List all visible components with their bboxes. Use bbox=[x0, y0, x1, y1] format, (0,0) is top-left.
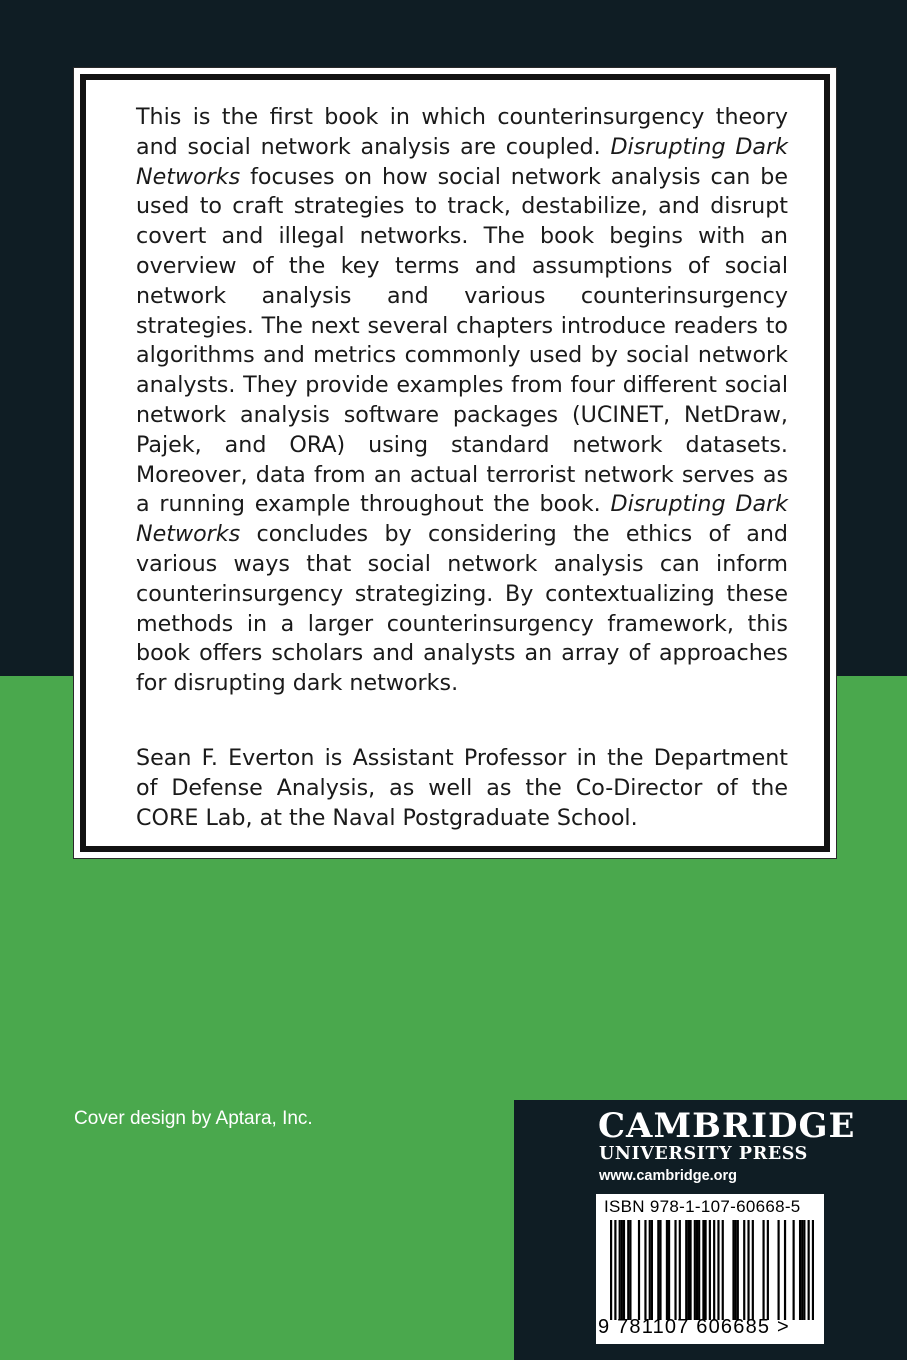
barcode-bar bbox=[762, 1220, 764, 1320]
barcode-bar bbox=[610, 1220, 612, 1320]
book-title-italic: Disrupting Dark Networks bbox=[136, 133, 789, 190]
barcode-bar bbox=[644, 1220, 646, 1320]
barcode-bar bbox=[698, 1220, 700, 1320]
barcode-bar bbox=[668, 1220, 670, 1320]
barcode-icon bbox=[610, 1220, 814, 1320]
publisher-name: CAMBRIDGE bbox=[598, 1106, 856, 1146]
barcode-digits: 9 781107 606685 > bbox=[598, 1316, 790, 1338]
barcode-bar bbox=[747, 1220, 749, 1320]
barcode-bar bbox=[696, 1220, 698, 1320]
publisher-url: www.cambridge.org bbox=[599, 1168, 738, 1184]
barcode-bar bbox=[737, 1220, 739, 1320]
barcode-bar bbox=[685, 1220, 687, 1320]
barcode-bar bbox=[702, 1220, 704, 1320]
barcode-bar bbox=[709, 1220, 711, 1320]
author-bio: Sean F. Everton is Assistant Professor in the Department of Defense Analysis, as well as the Co-Director of the CORE Lab, at the Naval Postgraduate School. bbox=[136, 745, 788, 831]
barcode-bar bbox=[799, 1220, 801, 1320]
barcode-bar bbox=[649, 1220, 651, 1320]
barcode-bar bbox=[808, 1220, 810, 1320]
barcode-bar bbox=[674, 1220, 676, 1320]
publisher-press: UNIVERSITY PRESS bbox=[599, 1144, 808, 1164]
barcode-bar bbox=[812, 1220, 814, 1320]
barcode-bar bbox=[713, 1220, 715, 1320]
barcode-bar bbox=[752, 1220, 754, 1320]
barcode-bar bbox=[666, 1220, 668, 1320]
description-middle: focuses on how social network analysis can be used to craft strategies to track, destabilize, and disrupt covert and illegal networks. The book begins with an overview of the key terms and assumptions of social network analysis and various counterinsurgency strategies. The next several chapters introduce readers to algorithms and metrics commonly used by social network analysts. They provide examples from four different social network analysis software packages (UCINET, NetDraw, Pajek, and ORA) using standard network datasets. Moreover, data from an actual terrorist network serves as a running example throughout the book. bbox=[136, 163, 788, 518]
barcode-bar bbox=[651, 1220, 653, 1320]
description-panel bbox=[74, 68, 836, 858]
barcode-bar bbox=[629, 1220, 631, 1320]
barcode-bar bbox=[689, 1220, 691, 1320]
description-intro: This is the first book in which counterinsurgency theory and social network analysis are coupled. bbox=[136, 104, 788, 160]
barcode-bar bbox=[679, 1220, 681, 1320]
barcode-bar bbox=[687, 1220, 689, 1320]
barcode-bar bbox=[732, 1220, 734, 1320]
barcode-bar bbox=[801, 1220, 803, 1320]
barcode-bar bbox=[638, 1220, 640, 1320]
description-ending: concludes by considering the ethics of and various ways that social network analysis can inform counterinsurgency strategizing. By contextualizing these methods in a larger counterinsurgency framework, this book offers scholars and analysts an array of approaches for disrupting dark networks. bbox=[136, 521, 788, 697]
barcode-box bbox=[596, 1194, 824, 1344]
barcode-bar bbox=[614, 1220, 616, 1320]
barcode-bar bbox=[659, 1220, 661, 1320]
publisher-block bbox=[514, 1100, 907, 1360]
barcode-bar bbox=[793, 1220, 795, 1320]
barcode-bar bbox=[627, 1220, 629, 1320]
barcode-bar bbox=[735, 1220, 737, 1320]
barcode-bar bbox=[621, 1220, 623, 1320]
cover-design-credit: Cover design by Aptara, Inc. bbox=[74, 1108, 313, 1129]
barcode-bar bbox=[767, 1220, 769, 1320]
barcode-bar bbox=[717, 1220, 719, 1320]
barcode-bar bbox=[619, 1220, 621, 1320]
barcode-bar bbox=[704, 1220, 706, 1320]
barcode-bar bbox=[694, 1220, 696, 1320]
book-title-italic-second: Disrupting Dark Networks bbox=[136, 491, 789, 548]
barcode-bar bbox=[623, 1220, 625, 1320]
description-panel-frame bbox=[80, 74, 830, 852]
barcode-bar bbox=[777, 1220, 779, 1320]
barcode-bar bbox=[722, 1220, 724, 1320]
book-description bbox=[136, 103, 788, 699]
isbn-label: ISBN 978-1-107-60668-5 bbox=[604, 1197, 801, 1216]
barcode-bar bbox=[803, 1220, 805, 1320]
barcode-bar bbox=[743, 1220, 745, 1320]
barcode-bar bbox=[784, 1220, 786, 1320]
barcode-bar bbox=[657, 1220, 659, 1320]
